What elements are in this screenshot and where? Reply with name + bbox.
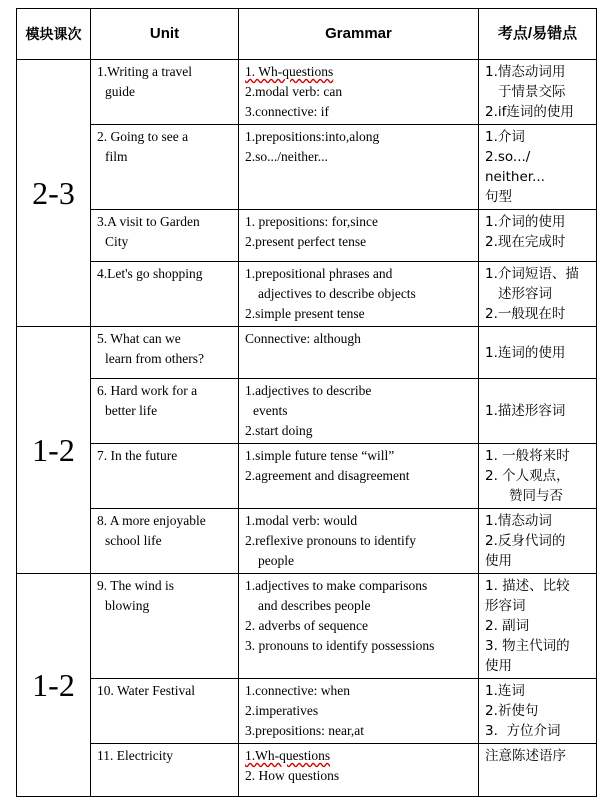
grammar-line: 2. How questions [245, 768, 340, 783]
points-cell [479, 679, 597, 744]
points-line: 2.so.../ neither... [485, 149, 545, 185]
grammar-line: people [258, 553, 294, 568]
grammar-cell [239, 744, 479, 797]
grammar-cell [239, 509, 479, 574]
grammar-line: 2.present perfect tense [245, 234, 367, 249]
points-line: 述形容词 [498, 286, 552, 302]
header-module: 模块课次 [17, 9, 91, 60]
grammar-line: 1. Wh-questions [245, 64, 334, 79]
grammar-line: 3.prepositions: near,at [245, 723, 365, 738]
unit-line: 5. What can we [97, 331, 181, 346]
points-cell [479, 210, 597, 262]
table-row [17, 744, 597, 797]
points-cell [479, 574, 597, 679]
points-line: 1. 描述、比较 [485, 578, 570, 594]
points-line: 使用 [485, 658, 512, 674]
header-grammar: Grammar [239, 9, 479, 60]
grammar-cell [239, 125, 479, 210]
points-line: 注意陈述语序 [485, 748, 566, 764]
points-line: 3. 方位介词 [485, 723, 561, 739]
points-line: 1.介词 [485, 129, 525, 145]
unit-line: guide [105, 84, 135, 99]
grammar-line: 2.imperatives [245, 703, 319, 718]
points-line: 1.情态动词 [485, 513, 552, 529]
grammar-line: 2.simple present tense [245, 306, 365, 321]
points-line: 2.现在完成时 [485, 234, 566, 250]
points-line: 1.介词的使用 [485, 214, 566, 230]
points-cell [479, 509, 597, 574]
points-line: 2. 个人观点， [485, 468, 570, 484]
grammar-line: 1.adjectives to describe [245, 383, 372, 398]
grammar-line: 1.Wh-questions [245, 748, 331, 763]
unit-cell [91, 125, 239, 210]
table-row [17, 574, 597, 679]
grammar-line: events [253, 403, 288, 418]
points-line: 1.情态动词用 [485, 64, 566, 80]
grammar-line: 2. adverbs of sequence [245, 618, 368, 633]
points-cell [479, 744, 597, 797]
grammar-line: 2.start doing [245, 423, 313, 438]
unit-cell [91, 444, 239, 509]
points-line: 2.if连词的使用 [485, 104, 574, 120]
unit-line: film [105, 149, 128, 164]
points-line: 3. 物主代词的 [485, 638, 570, 654]
grammar-cell [239, 574, 479, 679]
grammar-line: 1.simple future tense “will” [245, 448, 395, 463]
points-line: 2.祈使句 [485, 703, 539, 719]
unit-line: 1.Writing a travel [97, 64, 193, 79]
grammar-cell [239, 210, 479, 262]
unit-line: learn from others? [105, 351, 204, 366]
unit-line: better life [105, 403, 158, 418]
unit-line: 10. Water Festival [97, 683, 196, 698]
unit-line: 3.A visit to Garden [97, 214, 200, 229]
unit-cell [91, 509, 239, 574]
grammar-line: 2.reflexive pronouns to identify [245, 533, 416, 548]
unit-line: school life [105, 533, 162, 548]
unit-cell [91, 60, 239, 125]
header-unit: Unit [91, 9, 239, 60]
grammar-line: 1. prepositions: for,since [245, 214, 378, 229]
points-line: 2.一般现在时 [485, 306, 566, 322]
points-line: 句型 [485, 189, 512, 205]
grammar-line: Connective: although [245, 331, 361, 346]
table-row [17, 210, 597, 262]
grammar-cell [239, 379, 479, 444]
points-line: 形容词 [485, 598, 526, 614]
unit-line: 2. Going to see a [97, 129, 189, 144]
points-line: 于情景交际 [498, 84, 566, 100]
unit-cell [91, 379, 239, 444]
grammar-line: 1.prepositions:into,along [245, 129, 380, 144]
unit-line: 8. A more enjoyable [97, 513, 206, 528]
grammar-line: 1.modal verb: would [245, 513, 358, 528]
grammar-cell [239, 60, 479, 125]
points-cell [479, 444, 597, 509]
points-line: 使用 [485, 553, 512, 569]
unit-line: 11. Electricity [97, 748, 173, 763]
grammar-line: 2.modal verb: can [245, 84, 343, 99]
grammar-line: 1.connective: when [245, 683, 350, 698]
points-cell [479, 327, 597, 379]
unit-line: City [105, 234, 129, 249]
points-line: 1.连词 [485, 683, 525, 699]
grammar-cell [239, 679, 479, 744]
points-line: 赞同与否 [509, 488, 563, 504]
points-line: 2.反身代词的 [485, 533, 566, 549]
table-row [17, 679, 597, 744]
unit-cell [91, 574, 239, 679]
grammar-cell [239, 444, 479, 509]
unit-cell [91, 262, 239, 327]
unit-cell [91, 210, 239, 262]
grammar-line: and describes people [258, 598, 371, 613]
unit-cell [91, 679, 239, 744]
points-cell [479, 125, 597, 210]
table-row [17, 509, 597, 574]
grammar-line: 3.connective: if [245, 104, 329, 119]
unit-cell [91, 744, 239, 797]
points-cell [479, 262, 597, 327]
grammar-line: 2.so.../neither... [245, 149, 328, 164]
unit-line: 7. In the future [97, 448, 178, 463]
table-row [17, 60, 597, 125]
table-row [17, 262, 597, 327]
points-cell [479, 379, 597, 444]
grammar-cell [239, 262, 479, 327]
unit-line: 6. Hard work for a [97, 383, 198, 398]
table-row [17, 444, 597, 509]
module-cell: 2-3 [17, 60, 91, 327]
unit-cell [91, 327, 239, 379]
grammar-line: adjectives to describe objects [258, 286, 416, 301]
module-cell: 1-2 [17, 327, 91, 574]
grammar-line: 1.adjectives to make comparisons [245, 578, 428, 593]
grammar-line: 2.agreement and disagreement [245, 468, 410, 483]
points-line: 2. 副词 [485, 618, 530, 634]
grammar-cell [239, 327, 479, 379]
table-row [17, 327, 597, 379]
curriculum-table [16, 8, 597, 797]
module-cell: 1-2 [17, 574, 91, 797]
header-row [17, 9, 597, 60]
points-line: 1.连词的使用 [485, 344, 566, 361]
table-row [17, 125, 597, 210]
points-line: 1. 一般将来时 [485, 448, 570, 464]
grammar-line: 1.prepositional phrases and [245, 266, 393, 281]
header-points: 考点/易错点 [479, 9, 597, 60]
unit-line: blowing [105, 598, 150, 613]
grammar-line: 3. pronouns to identify possessions [245, 638, 435, 653]
points-line: 1.介词短语、描 [485, 266, 579, 282]
points-line: 1.描述形容词 [485, 403, 566, 419]
points-cell [479, 60, 597, 125]
unit-line: 9. The wind is [97, 578, 174, 593]
unit-line: 4.Let's go shopping [97, 266, 203, 281]
table-row [17, 379, 597, 444]
